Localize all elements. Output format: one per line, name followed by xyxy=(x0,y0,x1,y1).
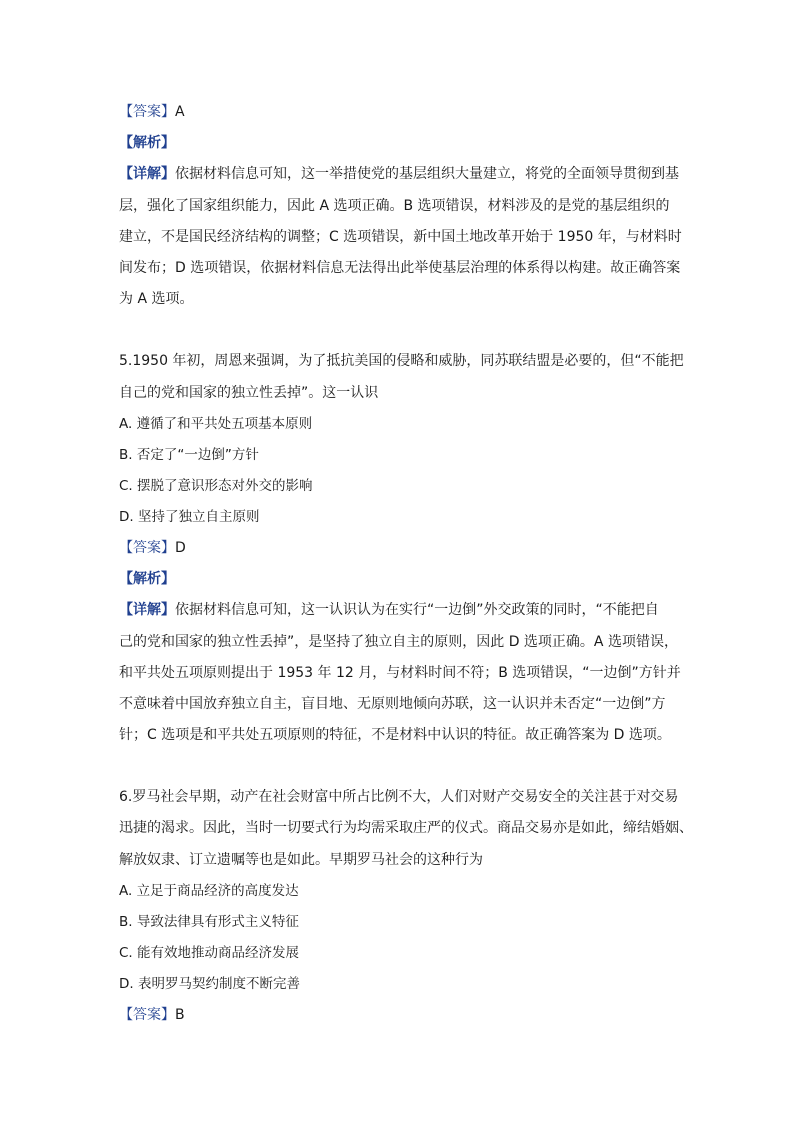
q5-stem-line-2: 自己的党和国家的独立性丢掉”。这一认识 xyxy=(119,385,379,401)
answer-value: A xyxy=(175,104,185,120)
q5-detail-line-3: 和平共处五项原则提出于 1953 年 12 月，与材料时间不符；B 选项错误，“一边倒”方针并 xyxy=(119,665,681,681)
detail-tag: 【详解】 xyxy=(119,166,175,182)
detail-text: 依据材料信息可知，这一举措使党的基层组织大量建立，将党的全面领导贯彻到基 xyxy=(175,166,679,182)
q4-detail-line-1 xyxy=(119,164,679,184)
q5-detail-line-4: 不意味着中国放弃独立自主，盲目地、无原则地倾向苏联，这一认识并未否定“一边倒”方 xyxy=(119,696,666,712)
q5-option-c: C. 摆脱了意识形态对外交的影响 xyxy=(119,478,313,494)
q6-stem-line-2: 迅捷的渴求。因此，当时一切要式行为均需采取庄严的仪式。商品交易亦是如此，缔结婚姻、 xyxy=(119,820,693,836)
q5-option-a: A. 遵循了和平共处五项基本原则 xyxy=(119,416,313,432)
q6-option-d: D. 表明罗马契约制度不断完善 xyxy=(119,976,300,992)
q6-answer xyxy=(119,1005,185,1025)
q6-option-b: B. 导致法律具有形式主义特征 xyxy=(119,914,299,930)
q5-detail-line-2: 己的党和国家的独立性丢掉”，是坚持了独立自主的原则，因此 D 选项正确。A 选项错误， xyxy=(119,634,678,650)
q6-option-a: A. 立足于商品经济的高度发达 xyxy=(119,883,299,899)
q5-option-b: B. 否定了“一边倒”方针 xyxy=(119,447,259,463)
q6-option-c: C. 能有效地推动商品经济发展 xyxy=(119,945,300,961)
q5-analysis-tag: 【解析】 xyxy=(119,571,175,587)
answer-value: B xyxy=(175,1007,185,1023)
q6-stem-line-3: 解放奴隶、订立遗嘱等也是如此。早期罗马社会的这种行为 xyxy=(119,852,483,868)
answer-value: D xyxy=(175,540,186,556)
answer-tag: 【答案】 xyxy=(119,1007,175,1023)
q5-detail-line-1 xyxy=(119,600,659,620)
q4-detail-line-5: 为 A 选项。 xyxy=(119,291,194,307)
q5-answer xyxy=(119,538,186,558)
q4-detail-line-3: 建立，不是国民经济结构的调整；C 选项错误，新中国土地改革开始于 1950 年，与材料时 xyxy=(119,229,682,245)
q4-analysis-tag: 【解析】 xyxy=(119,135,175,151)
q5-detail-line-5: 针；C 选项是和平共处五项原则的特征，不是材料中认识的特征。故正确答案为 D 选项。 xyxy=(119,727,671,743)
q4-detail-line-4: 间发布；D 选项错误，依据材料信息无法得出此举使基层治理的体系得以构建。故正确答案 xyxy=(119,260,681,276)
q4-answer xyxy=(119,102,185,122)
detail-text: 依据材料信息可知，这一认识认为在实行“一边倒”外交政策的同时，“不能把自 xyxy=(175,602,659,618)
detail-tag: 【详解】 xyxy=(119,602,175,618)
answer-tag: 【答案】 xyxy=(119,104,175,120)
q4-detail-line-2: 层，强化了国家组织能力，因此 A 选项正确。B 选项错误，材料涉及的是党的基层组织的 xyxy=(119,198,670,214)
q5-stem-line-1: 5.1950 年初，周恩来强调，为了抵抗美国的侵略和威胁，同苏联结盟是必要的，但“不能把 xyxy=(119,353,684,369)
answer-tag: 【答案】 xyxy=(119,540,175,556)
q6-stem-line-1: 6.罗马社会早期，动产在社会财富中所占比例不大，人们对财产交易安全的关注甚于对交易 xyxy=(119,789,679,805)
q5-option-d: D. 坚持了独立自主原则 xyxy=(119,509,260,525)
